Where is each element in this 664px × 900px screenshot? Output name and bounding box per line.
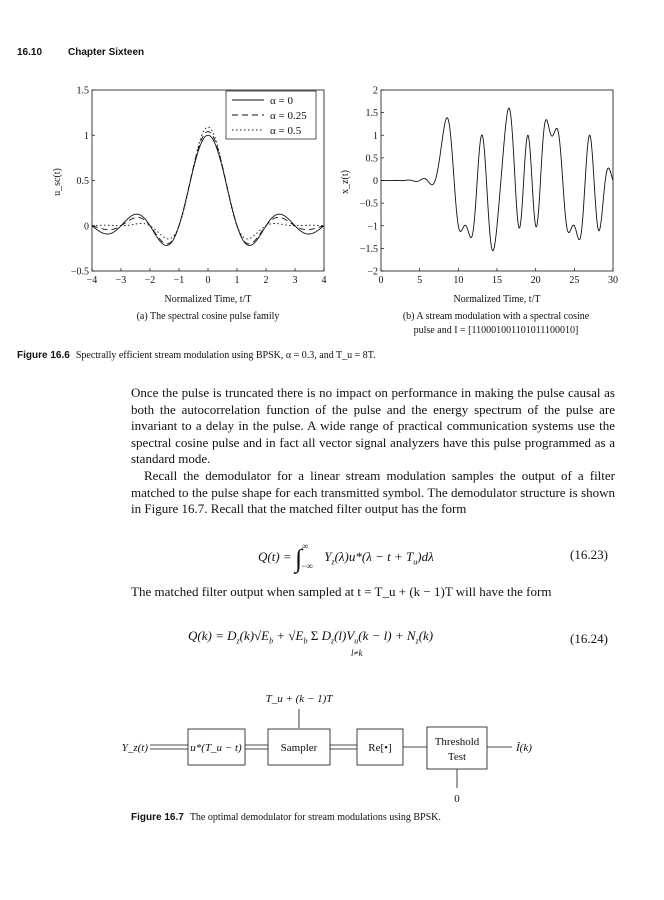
sampler-label: Sampler [280, 742, 318, 754]
panel-a-xtick-label: −4 [86, 275, 98, 286]
panel-b-ytick-label: 1 [373, 130, 378, 142]
equation-16-23: $Q(t) = \int^\infty_{-\infty}$ $Y_z(\lambda)u*(\lambda - t + T_u)d\lambda$ [258, 541, 434, 573]
panel-b-xtick-label: 10 [453, 275, 464, 286]
panel-a-ytick-label: 1 [84, 130, 89, 142]
chapter-title: Chapter Sixteen [68, 47, 145, 58]
matched-filter-label: u*(T_u − t) [190, 742, 242, 754]
panel-b-xtick-label: 25 [569, 275, 580, 286]
paragraph-3: The matched filter output when sampled at t = T_u + (k − 1)T will have the form [131, 584, 552, 599]
legend-label-2: α = 0.25 [270, 110, 307, 122]
paragraph-2: Recall the demodulator for a linear stream modulation samples the output of a filter matched to the pulse shape for each transmitted symbol. The demodulator structure is shown in Figure 16.7. Recall that the matched filter output has the form [131, 467, 615, 517]
panel-b-ytick-label: 0.5 [365, 153, 378, 165]
panel-a-xtick-label: 2 [263, 275, 269, 286]
panel-b-xlabel: Normalized Time, t/T [453, 294, 541, 305]
panel-b-yticks [360, 86, 384, 278]
panel-a-xtick-label: 4 [321, 275, 327, 286]
threshold-label-line1: Threshold [434, 736, 480, 748]
panel-a-xtick-label: −3 [115, 275, 127, 286]
figure-16-6-text: Spectrally efficient stream modulation using BPSK, α = 0.3, and T_u = 8T. [75, 350, 376, 361]
figure-16-7-label: Figure 16.7 [131, 812, 184, 823]
panel-b-axes [381, 90, 613, 271]
panel-b-ytick-label: 2 [373, 85, 378, 97]
panel-b-ylabel: x_z(t) [340, 170, 351, 194]
sample-time-label: T_u + (k − 1)T [265, 693, 333, 705]
figure-16-7-text: The optimal demodulator for stream modulations using BPSK. [189, 812, 441, 823]
paragraph-1: Once the pulse is truncated there is no impact on performance in making the pulse causal as both the autocorrelation function of the pulse and the energy spectrum of the pulse are invariant to a delay in the pulse. A wide range of practical communication systems use the spectral cosine pulse and in fact all vector signal analyzers have this pulse programmed as a standard mode. [131, 385, 615, 467]
panel-a-xtick-label: 0 [205, 275, 211, 286]
diagram-output-label: Î(k) [516, 742, 532, 754]
legend-label-3: α = 0.5 [270, 125, 302, 137]
panel-a-xtick-label: 1 [234, 275, 240, 286]
panel-b-caption-line2: pulse and I = [110001001101011100010] [413, 325, 579, 336]
panel-b-ytick-label: −0.5 [359, 198, 378, 210]
panel-a-xlabel: Normalized Time, t/T [164, 294, 252, 305]
threshold-label-line2: Test [447, 751, 467, 763]
equation-16-24: $Q(k) = D_z(k)√E_b + √E_b$ Σ $D_z(l)V_u(k - l) + N_z(k)$ l≠k [188, 628, 434, 658]
panel-b-xtick-label: 5 [417, 275, 423, 286]
body-text-block-1 [131, 385, 615, 518]
figure-16-6-label: Figure 16.6 [17, 350, 70, 361]
panel-b-ytick-label: 0 [373, 176, 378, 187]
panel-a-legend [226, 91, 316, 139]
panel-b-xtick-label: 20 [530, 275, 541, 286]
panel-b-xtick-label: 15 [492, 275, 502, 286]
figure-16-6-caption [17, 350, 376, 361]
page-number: 16.10 [17, 47, 43, 58]
panel-a-xtick-label: 3 [292, 275, 298, 286]
panel-b-ytick-label: −1 [367, 221, 378, 233]
figure-16-7-caption [131, 812, 441, 823]
panel-b-ytick-label: 1.5 [365, 108, 378, 120]
equation-16-23-number: (16.23) [570, 547, 608, 562]
panel-b-series [381, 108, 613, 251]
panel-a-series-line [92, 132, 324, 244]
equation-16-24-number: (16.24) [570, 631, 608, 646]
panel-b-xtick-label: 30 [608, 275, 618, 286]
figure-16-7-diagram [122, 693, 532, 805]
panel-b-xtick-label: 0 [378, 275, 384, 286]
panel-a-caption: (a) The spectral cosine pulse family [136, 311, 280, 322]
panel-a-xtick-label: −2 [144, 275, 156, 286]
panel-a-series-line [92, 127, 324, 239]
legend-label-1: α = 0 [270, 95, 293, 107]
body-text-block-2 [131, 584, 615, 601]
panel-a-yticks [71, 86, 95, 278]
panel-b-ytick-label: −2 [367, 266, 378, 278]
panel-a-ytick-label: −0.5 [70, 266, 89, 278]
panel-a-ytick-label: 1.5 [76, 85, 89, 97]
panel-a-ylabel: u_sc(t) [52, 168, 63, 196]
panel-b-caption-line1: (b) A stream modulation with a spectral cosine [402, 311, 590, 322]
panel-a-ytick-label: 0.5 [76, 176, 89, 187]
threshold-value: 0 [454, 793, 460, 805]
panel-a-ytick-label: 0 [84, 221, 89, 233]
panel-b-ytick-label: −1.5 [359, 243, 378, 255]
panel-a-series [92, 127, 324, 245]
diagram-input-label: Y_z(t) [121, 742, 148, 754]
real-part-label: Re[•] [368, 742, 392, 754]
panel-a-series-line [92, 135, 324, 245]
panel-a-xtick-label: −1 [173, 275, 185, 286]
panel-b-series-line [381, 108, 613, 251]
